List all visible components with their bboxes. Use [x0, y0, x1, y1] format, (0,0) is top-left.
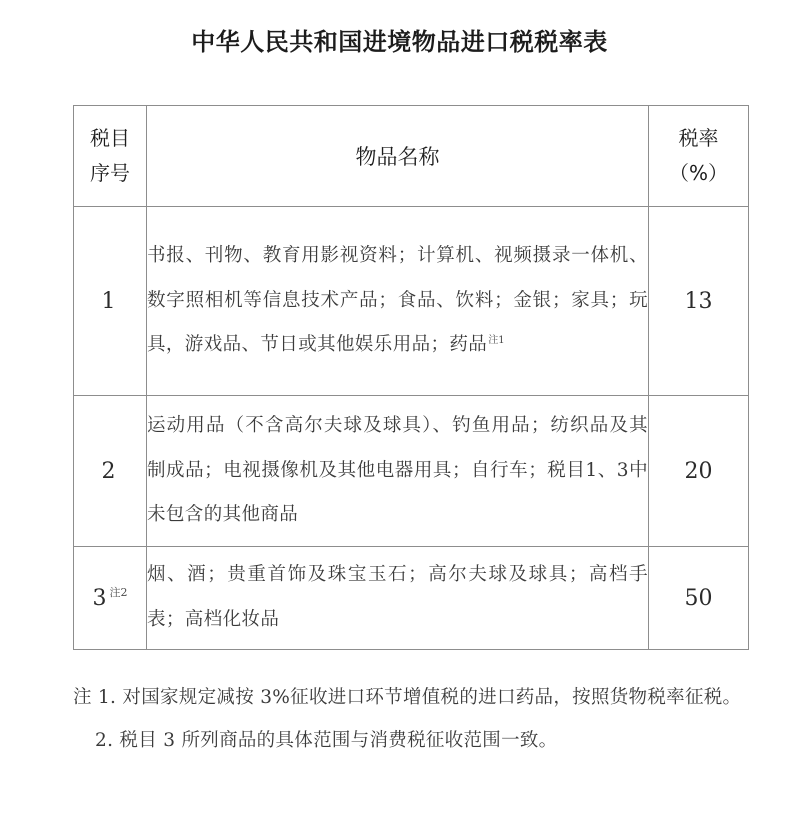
cell-tax-item-number: [74, 396, 147, 547]
header-line-2: 序号: [90, 161, 130, 185]
column-header-item-name: 物品名称: [147, 106, 649, 207]
tax-item-number-value: 2: [101, 458, 116, 484]
item-name-text: 运动用品（不含高尔夫球及球具）、钓鱼用品；纺织品及其制成品；电视摄像机及其他电器用具；自行车；税目1、3中未包含的其他商品: [147, 414, 648, 526]
header-line-1: 税率: [678, 126, 719, 150]
footnote-1: 注 1. 对国家规定减按 3%征收进口环节增值税的进口药品，按照货物税率征税。: [73, 687, 742, 708]
table-row: [74, 547, 749, 650]
table-row: [74, 396, 749, 547]
column-header-tax-item-number: [74, 106, 147, 207]
cell-item-name: [147, 207, 649, 396]
cell-item-name: [147, 396, 649, 547]
footnotes: [73, 676, 751, 763]
cell-item-name: [147, 547, 649, 650]
footnote-marker: 注1: [488, 335, 505, 347]
header-line-2: （%）: [668, 161, 728, 185]
cell-tax-rate: 50: [649, 547, 749, 650]
cell-tax-rate: 13: [649, 207, 749, 396]
cell-tax-item-number: [74, 207, 147, 396]
header-line-1: 税目: [90, 126, 130, 150]
import-tax-rate-table: [73, 105, 749, 650]
table-row: [74, 207, 749, 396]
footnote-2: 2. 税目 3 所列商品的具体范围与消费税征收范围一致。: [95, 730, 558, 752]
item-name-text: 烟、酒；贵重首饰及珠宝玉石；高尔夫球及球具；高档手表；高档化妆品: [147, 564, 648, 630]
tax-item-number-value: 3: [92, 585, 107, 611]
cell-tax-rate: 20: [649, 396, 749, 547]
footnote-marker: 注2: [109, 586, 128, 600]
table-header-row: [74, 106, 749, 207]
item-name-text: 书报、刊物、教育用影视资料；计算机、视频摄录一体机、数字照相机等信息技术产品；食品、饮料；金银；家具；玩具，游戏品、节日或其他娱乐用品；药品: [147, 244, 648, 356]
tax-item-number-value: 1: [101, 288, 116, 314]
page-title: 中华人民共和国进境物品进口税税率表: [191, 28, 608, 56]
cell-tax-item-number: [74, 547, 147, 650]
column-header-tax-rate: [649, 106, 749, 207]
